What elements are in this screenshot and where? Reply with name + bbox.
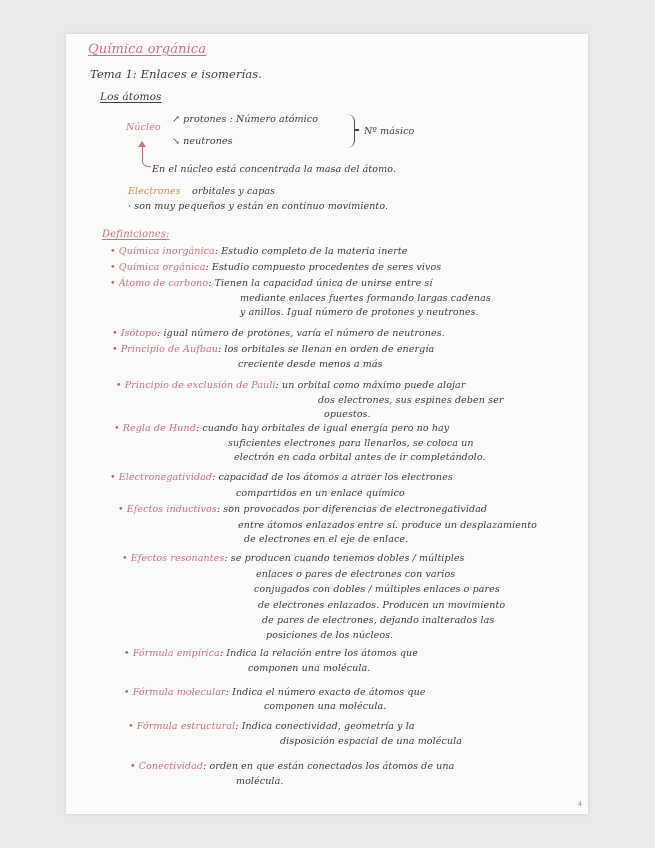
- bullet-icon: •: [128, 721, 134, 732]
- definition-continuation: conjugados con dobles / múltiples enlaces o pares: [254, 584, 500, 595]
- bullet-icon: •: [124, 648, 130, 659]
- definition-row: [110, 262, 441, 273]
- definition-continuation: compartidos en un enlace químico: [236, 488, 405, 499]
- definition-term: Efectos resonantes: [130, 553, 225, 564]
- bullet-icon: •: [112, 344, 118, 355]
- definition-row: [110, 472, 453, 483]
- definition-row: [112, 328, 445, 339]
- bullet-icon: •: [114, 423, 120, 434]
- definition-continuation: posiciones de los núcleos.: [266, 630, 394, 641]
- definition-continuation: de pares de electrones, dejando inalterados las: [262, 615, 495, 626]
- definition-continuation: electrón en cada orbital antes de ir completándolo.: [234, 452, 486, 463]
- definition-row: [112, 344, 434, 355]
- definition-continuation: de electrones enlazados. Producen un movimiento: [258, 600, 506, 611]
- definition-text: : Estudio compuesto procedentes de seres vivos: [205, 262, 442, 273]
- definition-continuation: creciente desde menos a más: [238, 359, 383, 370]
- definition-term: Átomo de carbono: [118, 278, 209, 289]
- definition-continuation: componen una molécula.: [248, 663, 371, 674]
- definition-text: : Indica el número exacto de átomos que: [225, 687, 426, 698]
- electrons-line-2: · son muy pequeños y están en continuo movimiento.: [128, 201, 389, 212]
- definition-continuation: mediante enlaces fuertes formando largas cadenas: [240, 293, 491, 304]
- bullet-icon: •: [130, 761, 136, 772]
- bullet-icon: •: [124, 687, 130, 698]
- definition-row: [130, 761, 454, 772]
- definition-text: : capacidad de los átomos a atraer los electrones: [212, 472, 453, 483]
- bullet-icon: •: [110, 472, 116, 483]
- definition-continuation: dos electrones, sus espines deben ser: [318, 395, 504, 406]
- section-heading-atoms: Los átomos: [100, 91, 162, 103]
- definition-term: Regla de Hund: [122, 423, 196, 434]
- definition-text: : Tienen la capacidad única de unirse entre sí: [208, 278, 433, 289]
- definition-term: Fórmula estructural: [136, 721, 236, 732]
- definition-term: Principio de exclusión de Pauli: [124, 380, 276, 391]
- definition-text: : Indica conectividad, geometría y la: [235, 721, 415, 732]
- definition-term: Electronegatividad: [118, 472, 213, 483]
- arrow-up-icon: [142, 144, 151, 167]
- definition-text: : los orbitales se llenan en orden de energía: [218, 344, 435, 355]
- definition-row: [116, 380, 465, 391]
- bullet-icon: •: [110, 246, 116, 257]
- definition-term: Efectos inductivos: [126, 504, 217, 515]
- mass-number-label: Nº másico: [364, 126, 415, 137]
- definition-continuation: opuestos.: [324, 409, 371, 420]
- definition-row: [122, 553, 465, 564]
- nucleus-note: En el núcleo está concentrada la masa del átomo.: [152, 164, 397, 175]
- definition-term: Fórmula empírica: [132, 648, 220, 659]
- bullet-icon: •: [112, 328, 118, 339]
- electrons-label: Electrones: [128, 186, 181, 197]
- page-mark: 4: [578, 801, 582, 808]
- definition-text: : Estudio completo de la materia inerte: [214, 246, 408, 257]
- definition-continuation: componen una molécula.: [264, 701, 387, 712]
- definition-term: Conectividad: [138, 761, 204, 772]
- topic-heading: Tema 1: Enlaces e isomerías.: [90, 67, 263, 81]
- bullet-icon: •: [118, 504, 124, 515]
- neutrons-line: ↘ neutrones: [172, 136, 233, 147]
- definition-continuation: y anillos. Igual número de protones y neutrones.: [240, 307, 479, 318]
- definition-text: : se producen cuando tenemos dobles / múltiples: [224, 553, 465, 564]
- page-title: Química orgánica: [88, 42, 207, 57]
- definition-text: : son provocados por diferencias de electronegatividad: [216, 504, 488, 515]
- bullet-icon: •: [110, 262, 116, 273]
- definition-term: Química inorgánica: [118, 246, 215, 257]
- definition-continuation: de electrones en el eje de enlace.: [244, 534, 409, 545]
- notebook-page: [66, 34, 588, 814]
- electrons-text: orbitales y capas: [192, 186, 276, 197]
- bullet-icon: •: [122, 553, 128, 564]
- definition-row: [114, 423, 449, 434]
- definition-row: [118, 504, 487, 515]
- protons-line: ↗ protones : Número atómico: [172, 114, 319, 125]
- definition-text: : un orbital como máximo puede alojar: [275, 380, 466, 391]
- definition-text: : orden en que están conectados los átomos de una: [203, 761, 455, 772]
- definition-continuation: molécula.: [236, 776, 284, 787]
- definition-continuation: enlaces o pares de electrones con varios: [256, 569, 456, 580]
- definition-row: [110, 246, 407, 257]
- definition-term: Principio de Aufbau: [120, 344, 219, 355]
- definition-continuation: entre átomos enlazados entre sí. produce un desplazamiento: [238, 520, 537, 531]
- brace-icon: [344, 114, 355, 148]
- definition-row: [128, 721, 415, 732]
- definition-continuation: suficientes electrones para llenarlos, se coloca un: [228, 438, 474, 449]
- definition-continuation: disposición espacial de una molécula: [280, 736, 463, 747]
- definition-row: [124, 687, 426, 698]
- definition-row: [124, 648, 418, 659]
- bullet-icon: •: [116, 380, 122, 391]
- nucleus-label: Núcleo: [126, 122, 161, 133]
- definition-term: Fórmula molecular: [132, 687, 226, 698]
- definition-text: : cuando hay orbitales de igual energía pero no hay: [195, 423, 450, 434]
- definition-text: : Indica la relación entre los átomos que: [219, 648, 418, 659]
- definitions-heading: Definiciones:: [102, 229, 170, 240]
- definition-text: : igual número de protones, varía el número de neutrones.: [157, 328, 445, 339]
- definition-term: Química orgánica: [118, 262, 206, 273]
- bullet-icon: •: [110, 278, 116, 289]
- definition-row: [110, 278, 433, 289]
- definition-term: Isótopo: [120, 328, 158, 339]
